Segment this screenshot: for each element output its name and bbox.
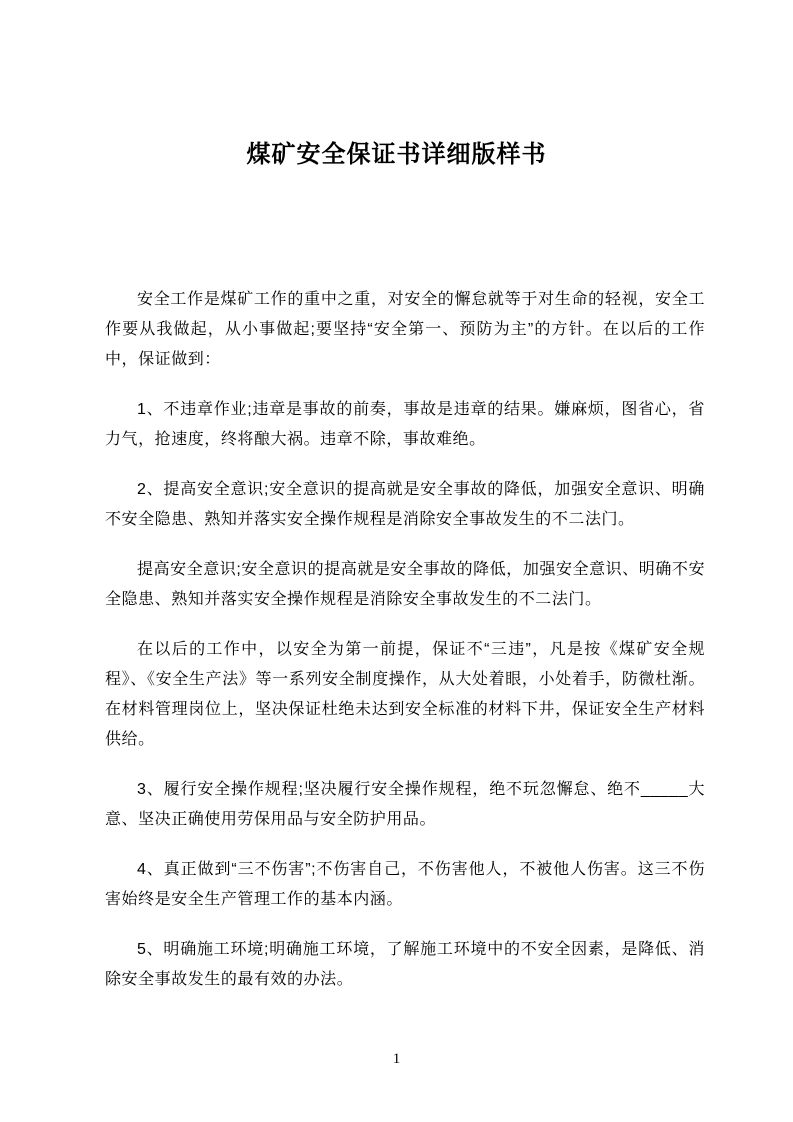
paragraph-item-5: 5、明确施工环境;明确施工环境，了解施工环境中的不安全因素，是降低、消除安全事故发生的最有效的办法。 (105, 941, 705, 988)
page-number: 1 (392, 1051, 401, 1067)
paragraph-item-1: 1、不违章作业;违章是事故的前奏，事故是违章的结果。嫌麻烦，图省心，省力气，抢速度，终将酿大祸。违章不除，事故难绝。 (105, 401, 705, 448)
paragraph-item-2: 2、提高安全意识;安全意识的提高就是安全事故的降低，加强安全意识、明确不安全隐患、熟知并落实安全操作规程是消除安全事故发生的不二法门。 (105, 481, 705, 528)
document-body (105, 285, 705, 1015)
paragraph-item-4: 4、真正做到“三不伤害”;不伤害自己，不伤害他人，不被他人伤害。这三不伤害始终是安全生产管理工作的基本内涵。 (105, 861, 705, 908)
document-title: 煤矿安全保证书详细版样书 (246, 141, 547, 168)
paragraph-commitment: 在以后的工作中，以安全为第一前提，保证不“三违”，凡是按《煤矿安全规程》、《安全生产法》等一系列安全制度操作，从大处着眼，小处着手，防微杜渐。在材料管理岗位上，坚决保证杜绝未达到安全标准的材料下井，保证安全生产材料供给。 (105, 641, 705, 748)
paragraph-intro: 安全工作是煤矿工作的重中之重，对安全的懈怠就等于对生命的轻视，安全工作要从我做起，从小事做起;要坚持“安全第一、预防为主”的方针。在以后的工作中，保证做到： (105, 291, 705, 368)
paragraph-item-3: 3、履行安全操作规程;坚决履行安全操作规程，绝不玩忽懈怠、绝不_____大意、坚决正确使用劳保用品与安全防护用品。 (105, 781, 705, 828)
paragraph-item-2-repeat: 提高安全意识;安全意识的提高就是安全事故的降低，加强安全意识、明确不安全隐患、熟知并落实安全操作规程是消除安全事故发生的不二法门。 (105, 561, 705, 608)
